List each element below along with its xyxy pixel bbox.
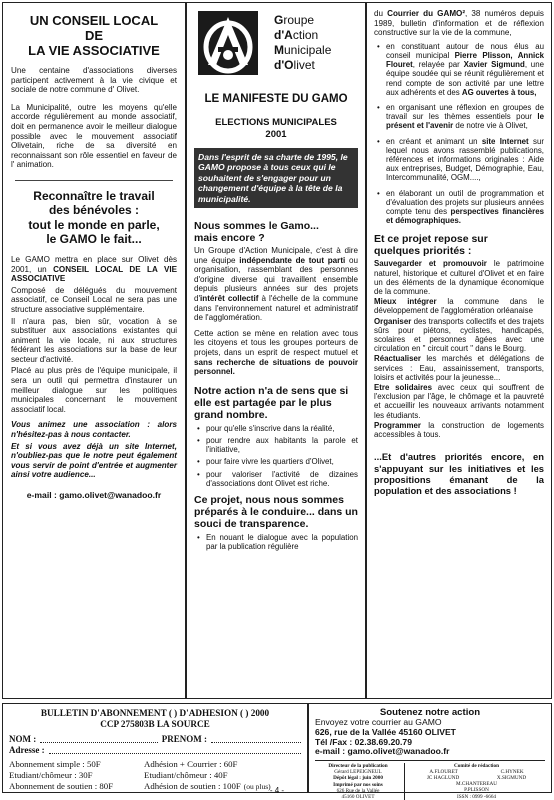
list-item: • pour qu'elle s'inscrive dans la réalité,	[194, 424, 358, 433]
left-para-6: Placé au plus près de l'équipe municipale, il sera un outil qui permettra d'instaurer un meilleur dialogue sur les politiques municipales concernant le mouvement associatif local.	[11, 366, 177, 414]
left-divider	[15, 180, 173, 181]
left-column-box	[2, 2, 186, 699]
list-item: Mieux intégrer la commune dans le développement de l'agglomération orléanaise	[374, 297, 545, 316]
gamo-logo	[198, 11, 258, 75]
actions-list	[374, 42, 544, 226]
who-text: Un Groupe d'Action Municipale, c'est à dire une équipe indépendante de tout parti ou organisation, rassemblant des personnes d'origine diverse qui travaillent ensemble depuis plusieurs années sur des projets d'intérêt collectif à l'échelle de la commune dans l'environnement naturel et administratif de l'agglomération.	[194, 246, 358, 323]
middle-column-box	[186, 2, 366, 699]
list-item: Réactualiser les marchés et délégations de services : Eau, assainissement, transports, loisirs et activités pour la jeunesse...	[374, 354, 544, 382]
list-item: • pour faire vivre les quartiers d'Olivet,	[194, 457, 358, 466]
rates-grid: Abonnement simple : 50F Adhésion + Courrier : 60F Etudiant/chômeur : 30F Etudiant/chômeur : 40F Abonnement de soutien : 80F Adhésion de soutien : 100F (ou plus)	[9, 759, 271, 791]
share-heading: Notre action n'a de sens que si elle est partagée par le plus grand nombre.	[194, 384, 349, 421]
share-list	[194, 424, 358, 488]
left-para-3: Le GAMO mettra en place sur Olivet dès 2001, un CONSEIL LOCAL DE LA VIE ASSOCIATIVE	[11, 254, 177, 284]
page-number: - 4 -	[269, 786, 285, 795]
right-column-box	[366, 2, 552, 699]
support-lines: Envoyez votre courrier au GAMO 626, rue de la Vallée 45160 OLIVET Tél /Fax : 02.38.69.20.79 e-mail : gamo.olivet@wanadoo.fr	[315, 718, 545, 757]
charter-banner: Dans l'esprit de sa charte de 1995, le GAMO propose à tous ceux qui le souhaitent de s'engager pour un changement d'équipe à la tête de la municipalité.	[194, 148, 358, 208]
priorities-heading: Et ce projet repose sur quelques priorités :	[374, 233, 488, 258]
ready-list	[194, 533, 358, 551]
left-para-7: Vous animez une association : alors n'hésitez-pas à nous contacter.	[11, 420, 177, 440]
left-para-8: Et si vous avez déjà un site Internet, n'oubliez-pas que le notre peut également vous servir de point d'entrée et augmenter ainsi votre audience...	[11, 441, 177, 480]
gamo-header	[194, 9, 358, 83]
nom-field[interactable]	[40, 742, 158, 743]
prenom-field[interactable]	[211, 742, 301, 743]
list-item: • en élaborant un outil de programmation et d'évaluation des projets sur plusieurs années compte tenu des perspectives financières et démographiques.	[374, 189, 544, 226]
list-item: • En nouant le dialogue avec la population par la publication régulière	[194, 533, 358, 551]
list-item: • pour rendre aux habitants la parole et l'initiative,	[194, 436, 358, 454]
support-email[interactable]: e-mail : gamo.olivet@wanadoo.fr	[315, 746, 450, 757]
left-email[interactable]: e-mail : gamo.olivet@wanadoo.fr	[26, 490, 162, 500]
open-text: Cette action se mène en relation avec tous les citoyens et tous les groupes porteurs de projets, dans un esprit de respect mutuel et sans recherche de situations de pouvoir personnel.	[194, 328, 358, 377]
courrier-intro: du Courrier du GAMO², 38 numéros depuis 1989, bulletin d'information et de réflexion constructive sur la vie de la commune,	[374, 9, 544, 38]
list-item: • en organisant une réflexion en groupes de travail sur les thèmes essentiels pour le présent et l'avenir de notre vie à Olivet,	[374, 103, 544, 131]
left-para-2: La Municipalité, outre les moyens qu'elle accorde régulièrement au monde associatif, doit en permanence avoir le meilleur dialogue possible avec le mouvement associatif Olivetain, riche de sa diversité en reconnaissant son rôle essentiel en faveur de l' animation.	[11, 102, 177, 170]
elections-title: ELECTIONS MUNICIPALES 2001	[215, 117, 337, 140]
support-title: Soutenez notre action	[379, 707, 481, 718]
colophon-left: Directeur de la publication Gérard LEPEIGNEUL Dépôt légal : juin 2000 Imprimé par nos soins 626 Rue de la Vallée 45160 OLIVET	[315, 763, 405, 800]
left-para-4: Composé de délégués du mouvement associatif, ce Conseil Local ne sera pas une structure associative supplémentaire.	[11, 285, 177, 314]
closing-text: ...Et d'autres priorités encore, en s'appuyant sur les initiatives et les propositions émanant de la population et des associations !	[374, 451, 544, 496]
name-row: NOM : PRENOM :	[9, 734, 301, 745]
colophon-right: Comité de rédaction A.FLOURET C.HYNEK JC HAGLUND X.SIGMUND M.CHANTEREAU P.PLISSON ISSN : 0999 -6664	[426, 763, 527, 800]
left-title: UN CONSEIL LOCAL DE LA VIE ASSOCIATIVE	[28, 13, 160, 58]
list-item: Sauvegarder et promouvoir le patrimoine naturel, historique et culturel d'Olivet et en faire un des éléments de la dynamique économique de la commune.	[374, 259, 544, 297]
subscription-box	[2, 703, 308, 793]
subscription-ccp: CCP 275803B LA SOURCE	[100, 719, 210, 729]
list-item: • en créant et animant un site Internet sur lequel nous avons rassemblé publications, références et informations originales : Aide aux entreprises, Budget, Démographie, Eau, Intercommunalité, OGM....,	[374, 137, 544, 183]
list-item: • en constituant autour de nous élus au conseil municipal Pierre Plisson, Annick Flouret, relayée par Xavier Sigmund, une équipe soudée qui se réunit régulièrement et rend compte de son activité par une lettre aux adhérents et des AG ouvertes à tous,	[374, 42, 544, 97]
gamo-logo-icon	[198, 11, 258, 75]
who-heading: Nous sommes le Gamo... mais encore ?	[194, 220, 319, 245]
subscription-title: BULLETIN D'ABONNEMENT ( ) D'ADHESION ( ) 2000	[40, 708, 270, 718]
address-row: Adresse :	[9, 745, 301, 756]
manifesto-title: LE MANIFESTE DU GAMO	[204, 93, 348, 105]
adresse-field[interactable]	[49, 753, 301, 754]
priorities-list	[374, 259, 544, 439]
left-heading-2: Reconnaître le travail des bénévoles : tout le monde en parle, le GAMO le fait...	[28, 188, 160, 247]
list-item: Organiser des transports collectifs et des trajets sûrs pour piétons, cyclistes, handicapés, scolaires et personnes âgées avec une circulation en " circuit court " dans le Bourg.	[374, 316, 544, 354]
support-box	[308, 703, 552, 800]
list-item: Programmer la construction de logements accessibles à tous.	[374, 420, 544, 440]
org-name: Groupe d'Action Municipale d'Olivet	[274, 13, 332, 72]
list-item: • pour valoriser l'activité de dizaines d'associations dont Olivet est riche.	[194, 470, 358, 488]
ready-heading: Ce projet, nous nous sommes préparés à le conduire... dans un souci de transparence.	[194, 493, 358, 530]
left-para-5: Il n'aura pas, bien sûr, vocation à se substituer aux associations existantes qui animent la vie locale, ni aux structures fédérant les associations sur la base de leur secteur d'activité.	[11, 316, 177, 364]
left-para-1: Une centaine d'associations diverses participent activement à la vie civique et sociale de notre commune d' Olivet.	[11, 66, 177, 95]
list-item: Etre solidaires avec ceux qui souffrent de l'exclusion par l'âge, le chômage et la pauvreté et accueillir les nouveaux arrivants notamment les étudiants.	[374, 383, 544, 420]
